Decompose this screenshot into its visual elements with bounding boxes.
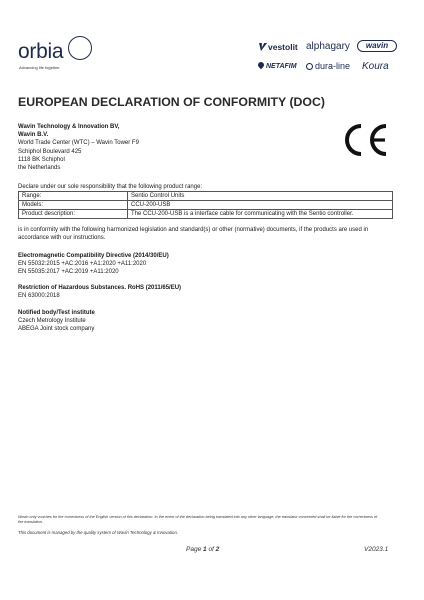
quality-note: This document is managed by the quality system of Wavin Technology & Innovation. — [18, 530, 179, 535]
emc-standard: EN 55035:2017 +AC:2019 +A11:2020 — [18, 269, 119, 276]
vestolit-v-icon — [257, 43, 267, 51]
product-table — [18, 191, 393, 219]
orbia-circle-icon — [68, 36, 92, 60]
page-number — [186, 546, 219, 553]
wavin-logo: wavin — [357, 40, 397, 52]
company-name: Wavin Technology & Innovation BV, — [18, 124, 120, 130]
translation-disclaimer: Wavin only vouches for the correctness of the English version of this declaration. In the event of the declaration being translated into any other language, the translator concerned shall be liable for the correctness of the translation. — [18, 515, 378, 524]
row-label: Product description: — [19, 210, 128, 219]
emc-standard: EN 55032:2015 +AC:2016 +A1:2020 +A11:2020 — [18, 261, 147, 268]
conformity-text: is in conformity with the following harmonized legislation and standard(s) or other (normative) documents, if the products are used in accordance with our instructions. — [18, 227, 369, 242]
table-row — [19, 201, 393, 210]
orbia-tagline: Advancing life together — [19, 65, 60, 70]
address-line: the Netherlands — [18, 165, 61, 172]
duraline-ring-icon — [306, 63, 313, 70]
address-line: 1118 BK Schiphol — [18, 156, 65, 163]
netafim-drop-icon — [257, 61, 265, 69]
address-line: World Trade Center (WTC) – Wavin Tower F9 — [18, 140, 139, 147]
company-name-2: Wavin B.V. — [18, 132, 49, 139]
row-label: Models: — [19, 201, 128, 210]
row-value: Sentio Control Units — [128, 192, 393, 201]
table-row — [19, 210, 393, 219]
rohs-standard: EN 63000:2018 — [18, 293, 60, 300]
page-of: of — [208, 546, 214, 553]
vestolit-logo — [258, 42, 298, 52]
koura-logo: Koura — [362, 61, 389, 72]
orbia-wordmark: orbia — [18, 40, 64, 63]
vestolit-label: vestolit — [268, 42, 298, 52]
rohs-section — [18, 284, 181, 300]
netafim-label: NETAFIM — [266, 63, 297, 70]
address-line: Schiphol Boulevard 425 — [18, 148, 82, 155]
company-address — [18, 123, 139, 172]
row-label: Range: — [19, 192, 128, 201]
duraline-logo — [306, 61, 350, 71]
emc-heading: Electromagnetic Compatibility Directive (2014/30/EU) — [18, 253, 169, 259]
duraline-label: dura-line — [315, 61, 351, 71]
notified-body-name: Czech Metrology Institute — [18, 318, 86, 325]
alphagary-logo: alphagary — [306, 41, 350, 52]
notified-body-section — [18, 309, 95, 334]
declare-text: Declare under our sole responsibility that the following product range: — [18, 184, 203, 190]
rohs-heading: Restriction of Hazardous Substances. RoHS (2011/65/EU) — [18, 285, 182, 291]
document-version: V2023.1 — [364, 546, 389, 553]
page-total: 2 — [215, 546, 220, 553]
row-value: CCU-200-USB — [128, 201, 393, 210]
page-title: EUROPEAN DECLARATION OF CONFORMITY (DOC) — [18, 95, 325, 109]
emc-section — [18, 252, 169, 277]
page-label: Page — [186, 546, 202, 553]
table-row — [19, 192, 393, 201]
notified-body-heading: Notified body/Test institute — [18, 310, 95, 316]
netafim-logo — [258, 62, 297, 70]
row-value: The CCU-200-USB is a interface cable for communicating with the Sentio controller. — [128, 210, 393, 219]
notified-body-name: ABEGA Joint stock company — [18, 326, 95, 333]
page-current: 1 — [203, 546, 207, 553]
ce-mark-icon — [341, 122, 391, 158]
